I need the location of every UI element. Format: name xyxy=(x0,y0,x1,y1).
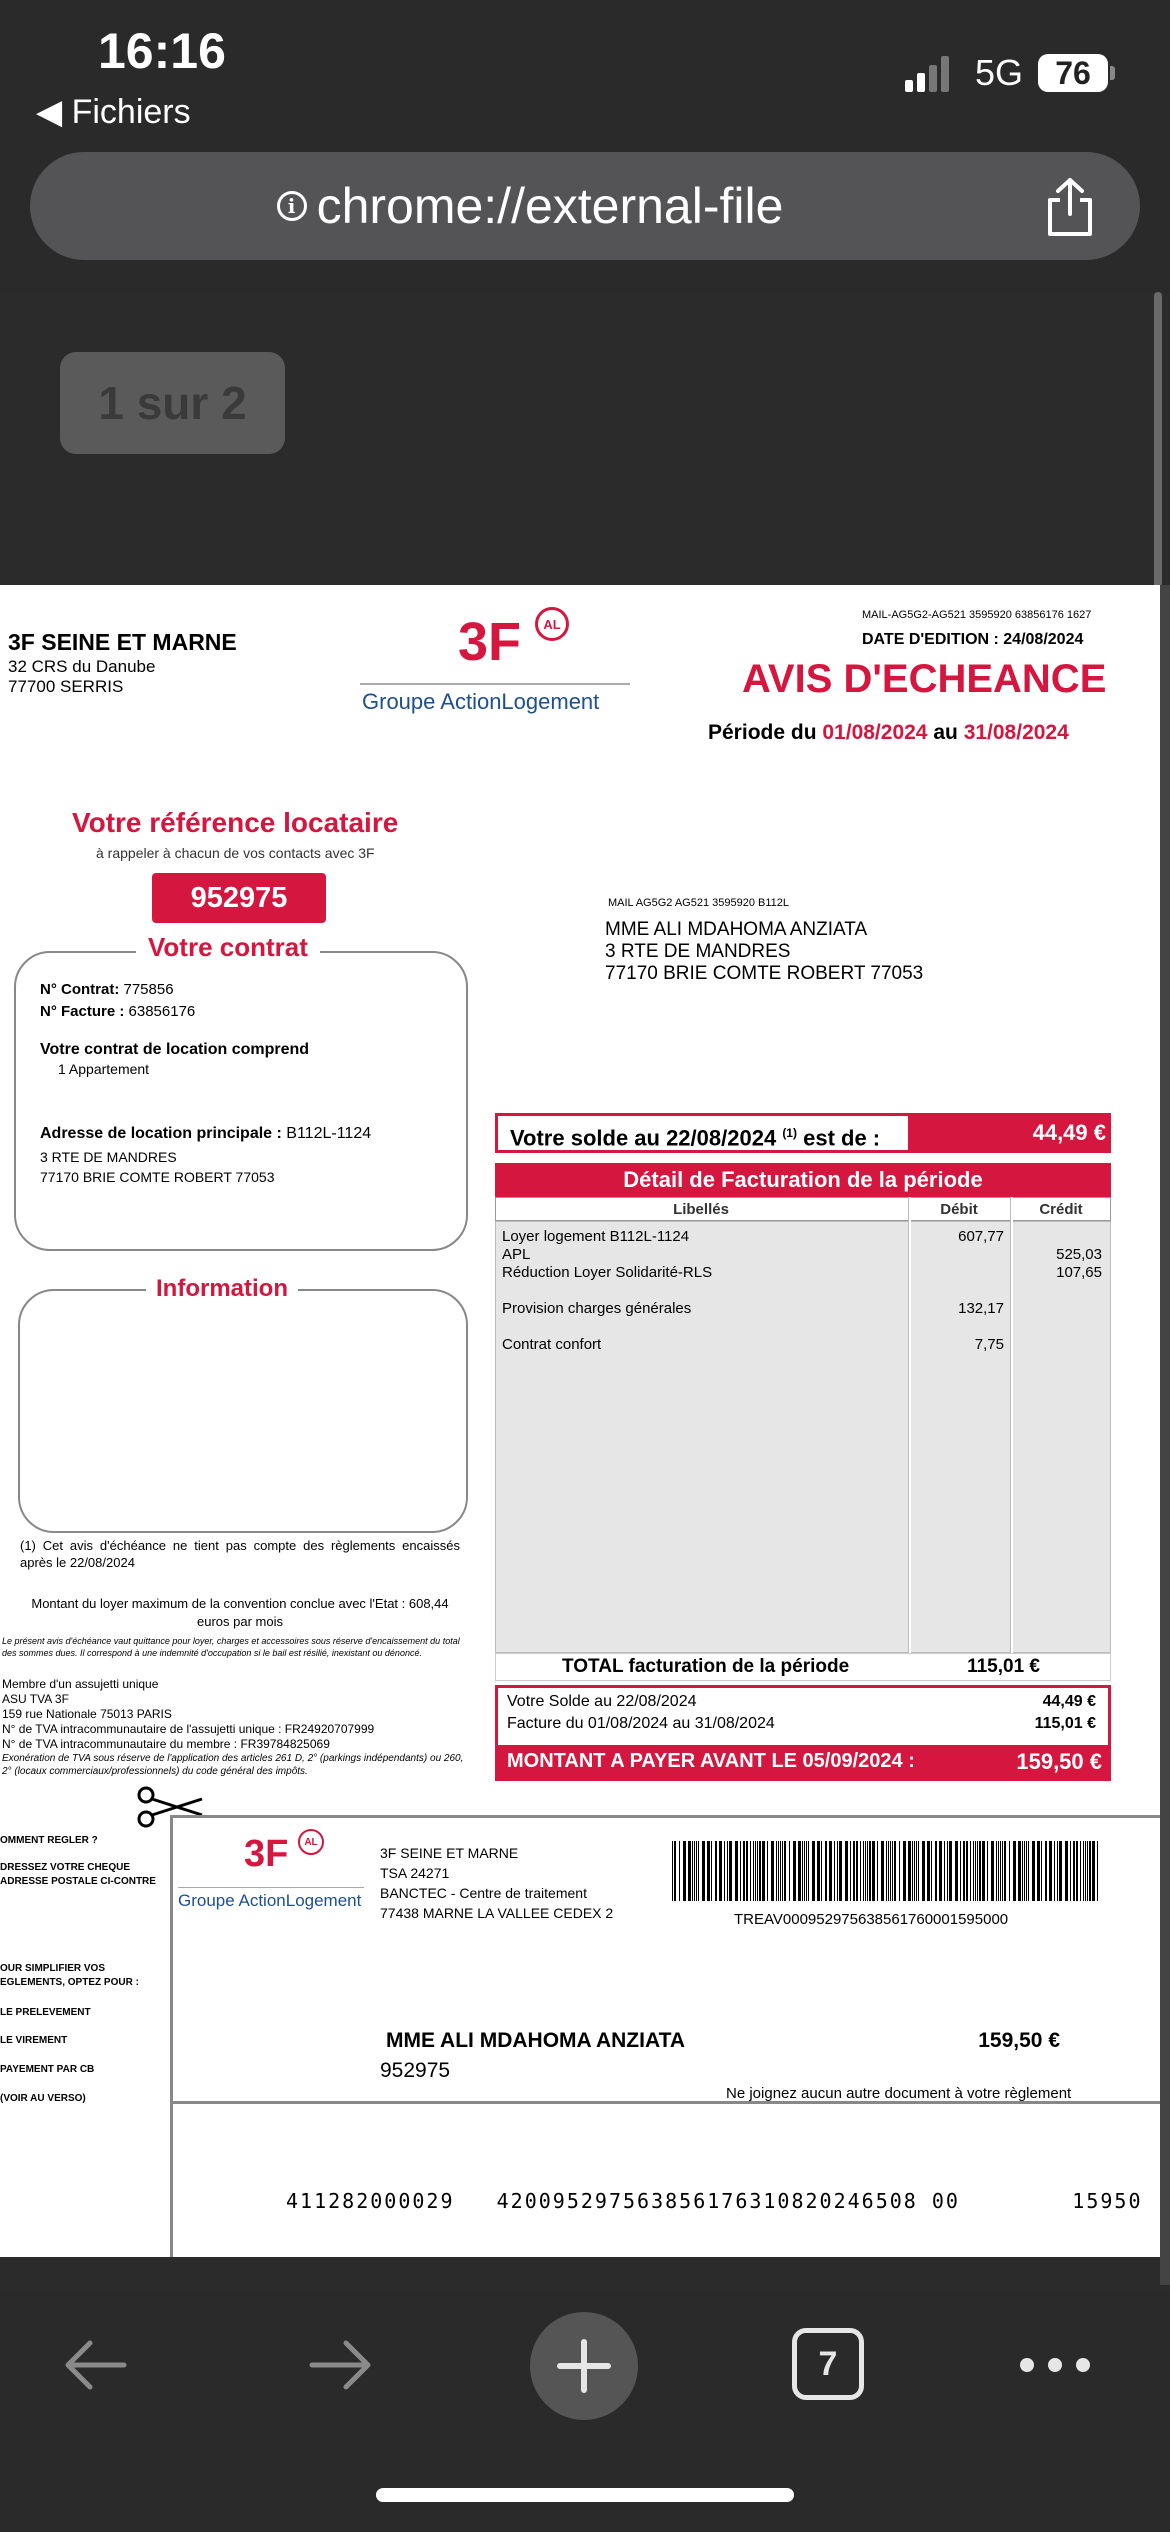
note-max-rent: Montant du loyer maximum de la convention conclue avec l'Etat : 608,44 euros par mois xyxy=(31,1596,449,1629)
barcode-bar xyxy=(724,1841,725,1901)
barcode-bar xyxy=(966,1841,968,1901)
barcode-bar xyxy=(845,1841,848,1901)
summary-balance-label: Votre Solde au 22/08/2024 xyxy=(507,1693,697,1710)
balance-label-suffix: est de : xyxy=(803,1125,881,1151)
barcode-bar xyxy=(947,1841,948,1901)
barcode-bar xyxy=(798,1841,801,1901)
row-label: Provision charges générales xyxy=(502,1300,692,1317)
row-label: Contrat confort xyxy=(502,1336,602,1353)
stub-how-to-pay: OMMENT REGLER ? xyxy=(0,1835,98,1846)
contract-number-label: N° Contrat: xyxy=(40,981,120,998)
balance-value: 44,49 € xyxy=(1032,1120,1106,1145)
barcode-bar xyxy=(782,1841,783,1901)
barcode-bar xyxy=(793,1841,796,1901)
row-debit: 132,17 xyxy=(958,1300,1004,1317)
barcode-bar xyxy=(912,1841,913,1901)
recipient-address-line1: 3 RTE DE MANDRES xyxy=(605,941,791,962)
barcode-bar xyxy=(715,1841,717,1901)
barcode-bar xyxy=(1080,1841,1081,1901)
stub-direct-debit: LE PRELEVEMENT xyxy=(0,2007,91,2018)
rental-address-label: Adresse de location principale : xyxy=(40,1125,282,1142)
barcode-bar xyxy=(922,1841,925,1901)
barcode-bar xyxy=(735,1841,738,1901)
barcode-bar xyxy=(1087,1841,1088,1901)
address-bar[interactable] xyxy=(30,152,1140,260)
document-title: AVIS D'ECHEANCE xyxy=(742,657,1107,701)
barcode-bar xyxy=(863,1841,864,1901)
summary-invoice-label: Facture du 01/08/2024 au 31/08/2024 xyxy=(507,1715,775,1732)
contract-title: Votre contrat xyxy=(136,932,320,963)
home-indicator[interactable] xyxy=(376,2488,794,2502)
barcode-bar xyxy=(757,1841,758,1901)
page-bottom-edge xyxy=(0,2257,1160,2285)
barcode-bar xyxy=(771,1841,774,1901)
barcode-bar xyxy=(808,1841,809,1901)
barcode-bar xyxy=(817,1841,820,1901)
sender-name: 3F SEINE ET MARNE xyxy=(8,629,237,655)
barcode-bar xyxy=(935,1841,937,1901)
barcode-bar xyxy=(996,1841,997,1901)
barcode-bar xyxy=(899,1841,900,1901)
barcode-bar xyxy=(778,1841,779,1901)
barcode-bar xyxy=(881,1841,884,1901)
barcode-bar xyxy=(944,1841,945,1901)
stub-address-line4: 77438 MARNE LA VALLEE CEDEX 2 xyxy=(380,1905,614,1921)
barcode-bar xyxy=(877,1841,878,1901)
barcode-bar xyxy=(1092,1841,1095,1901)
barcode-bar xyxy=(839,1841,842,1901)
stub-simplify-note: OUR SIMPLIFIER VOS xyxy=(0,1963,106,1974)
balance-label-text: Votre solde au 22/08/2024 xyxy=(510,1125,777,1151)
total-label: TOTAL facturation de la période xyxy=(562,1656,850,1677)
barcode-bar xyxy=(780,1841,781,1901)
barcode-bar xyxy=(825,1841,827,1901)
total-value: 115,01 € xyxy=(967,1656,1040,1677)
legal-membership: Membre d'un assujetti unique xyxy=(2,1677,159,1691)
barcode-bar xyxy=(750,1841,751,1901)
barcode-text: TREAV000952975638561760001595000 xyxy=(734,1911,1009,1928)
summary-balance-value: 44,49 € xyxy=(1042,1693,1096,1710)
barcode-bar xyxy=(711,1841,712,1901)
tenant-reference-subtitle: à rappeler à chacun de vos contacts avec 3F xyxy=(96,845,375,861)
barcode-bar xyxy=(674,1841,676,1901)
legal-vat-exemption: Exonération de TVA sous réserve de l'application des articles 261 D, 2° (parkings indépendants) ou 260, 2° (locaux commerciaux/professionnels) du code général des impôts. xyxy=(2,1753,464,1777)
stub-logo-group-name: Groupe ActionLogement xyxy=(178,1891,362,1910)
barcode-bar xyxy=(903,1841,906,1901)
logo-group-name: Groupe ActionLogement xyxy=(362,689,600,714)
logo-al-badge: AL xyxy=(535,607,569,641)
url-text: chrome://external-file xyxy=(316,178,784,234)
barcode-bar xyxy=(865,1841,866,1901)
recipient-mail-reference: MAIL AG5G2 AG521 3595920 B112L xyxy=(608,897,790,909)
barcode-bar xyxy=(908,1841,911,1901)
contract-number xyxy=(40,981,174,998)
barcode-bar xyxy=(1049,1841,1052,1901)
stub-note: Ne joignez aucun autre document à votre règlement xyxy=(726,2085,1072,2102)
barcode-bar xyxy=(894,1841,896,1901)
barcode-bar xyxy=(1026,1841,1027,1901)
arrow-right-icon xyxy=(306,2335,376,2395)
barcode-bar xyxy=(753,1841,754,1901)
new-tab-button[interactable] xyxy=(530,2312,638,2420)
rental-address xyxy=(40,1125,371,1143)
barcode-bar xyxy=(767,1841,768,1901)
barcode-bar xyxy=(1041,1841,1042,1901)
cut-line xyxy=(170,1815,1160,1818)
legal-quittance: Le présent avis d'échéance vaut quittance pour loyer, charges et accessoires sous réserve d'encaissement du total des sommes dues. Il correspond à une indemnité d'occupation si le bail est résilié, inexistant ou dénoncé. xyxy=(2,1636,460,1658)
barcode-bar xyxy=(987,1841,988,1901)
barcode-bar xyxy=(679,1841,680,1901)
more-menu-button[interactable] xyxy=(1000,2310,1110,2420)
col-header-credit: Crédit xyxy=(1039,1201,1083,1218)
barcode-bar xyxy=(931,1841,932,1901)
stub-card-payment: PAYEMENT PAR CB xyxy=(0,2064,95,2075)
barcode-bar xyxy=(1045,1841,1047,1901)
row-debit: 607,77 xyxy=(958,1228,1004,1245)
barcode-bar xyxy=(872,1841,875,1901)
information-title: Information xyxy=(146,1275,298,1303)
barcode-bar xyxy=(1018,1841,1021,1901)
invoice-number xyxy=(40,1003,195,1020)
stub-transfer: LE VIREMENT xyxy=(0,2035,68,2046)
legal-address: 159 rue Nationale 75013 PARIS xyxy=(2,1707,172,1721)
barcode-bar xyxy=(888,1841,889,1901)
barcode-bar xyxy=(1009,1841,1010,1901)
stub-reference: 952975 xyxy=(380,2059,451,2082)
battery-tip xyxy=(1110,66,1115,80)
barcode-bar xyxy=(743,1841,745,1901)
stub-logo-3f: 3F xyxy=(244,1833,289,1875)
invoice-number-value: 63856176 xyxy=(128,1003,196,1020)
barcode-bar xyxy=(672,1841,673,1901)
scrollbar[interactable] xyxy=(1154,292,1162,592)
logo-divider xyxy=(360,683,630,685)
stub-amount: 159,50 € xyxy=(978,2029,1060,2052)
mail-reference: MAIL-AG5G2-AG521 3595920 63856176 1627 xyxy=(862,609,1092,621)
tenant-reference-number: 952975 xyxy=(152,873,326,923)
barcode-bar xyxy=(776,1841,777,1901)
arrow-left-icon xyxy=(60,2335,130,2395)
barcode-bar xyxy=(916,1841,917,1901)
stub-logo-al-badge: AL xyxy=(298,1829,324,1855)
barcode-bar xyxy=(804,1841,805,1901)
plus-icon xyxy=(556,2338,612,2394)
barcode-bar xyxy=(746,1841,748,1901)
barcode-bar xyxy=(892,1841,893,1901)
tab-switcher-button[interactable]: 7 xyxy=(792,2328,864,2400)
col-header-labels: Libellés xyxy=(673,1201,729,1218)
barcode-bar xyxy=(719,1841,722,1901)
barcode-bar xyxy=(914,1841,915,1901)
barcode-bar xyxy=(829,1841,832,1901)
barcode-bar xyxy=(696,1841,697,1901)
barcode-bar xyxy=(918,1841,919,1901)
period-au: au xyxy=(933,721,958,744)
barcode-bar xyxy=(949,1841,952,1901)
signal-icon xyxy=(905,56,951,92)
rental-address-line1: 3 RTE DE MANDRES xyxy=(40,1149,177,1165)
logo-3f: 3F xyxy=(458,612,522,672)
barcode-bar xyxy=(850,1841,851,1901)
barcode-bar xyxy=(890,1841,891,1901)
barcode-bar xyxy=(1024,1841,1025,1901)
row-label: Loyer logement B112L-1124 xyxy=(502,1228,690,1245)
page-indicator: 1 sur 2 xyxy=(60,352,285,454)
barcode-bar xyxy=(1065,1841,1068,1901)
rental-address-line2: 77170 BRIE COMTE ROBERT 77053 xyxy=(40,1169,275,1185)
share-icon[interactable] xyxy=(1040,176,1100,238)
more-icon xyxy=(1015,2355,1095,2375)
stub-see-reverse: (VOIR AU VERSO) xyxy=(0,2093,86,2104)
row-debit: 7,75 xyxy=(974,1336,1004,1353)
barcode-bar xyxy=(1076,1841,1078,1901)
barcode-bar xyxy=(869,1841,871,1901)
barcode-bar xyxy=(1054,1841,1055,1901)
barcode-bar xyxy=(982,1841,985,1901)
amount-due-value: 159,50 € xyxy=(1016,1749,1102,1774)
note-payments: (1) Cet avis d'échéance ne tient pas compte des règlements encaissés après le 22/08/2024 xyxy=(20,1538,460,1570)
network-type: 5G xyxy=(975,52,1024,93)
barcode-bar xyxy=(975,1841,976,1901)
sender-address-line2: 77700 SERRIS xyxy=(8,677,124,696)
stub-cheque-instruction: DRESSEZ VOTRE CHEQUE xyxy=(0,1862,131,1873)
barcode-bar xyxy=(694,1841,695,1901)
barcode-bar xyxy=(1073,1841,1075,1901)
pdf-page xyxy=(0,585,1160,2285)
stub-choose-note: EGLEMENTS, OPTEZ POUR : xyxy=(0,1977,139,1988)
barcode-bar xyxy=(821,1841,822,1901)
barcode-bar xyxy=(729,1841,732,1901)
summary-invoice-value: 115,01 € xyxy=(1034,1715,1096,1732)
barcode-bar xyxy=(1097,1841,1098,1901)
row-credit: 107,65 xyxy=(1056,1264,1102,1281)
barcode-bar xyxy=(784,1841,786,1901)
barcode-bar xyxy=(1004,1841,1006,1901)
stub-address-line2: TSA 24271 xyxy=(380,1865,450,1881)
page-edge xyxy=(1160,585,1170,2285)
amount-due-label: MONTANT A PAYER AVANT LE 05/09/2024 : xyxy=(507,1750,915,1772)
row-label: APL xyxy=(502,1246,531,1263)
barcode-bar xyxy=(1083,1841,1084,1901)
rental-address-code: B112L-1124 xyxy=(286,1125,372,1142)
barcode-bar xyxy=(702,1841,705,1901)
barcode-bar xyxy=(1059,1841,1062,1901)
barcode-bar xyxy=(755,1841,756,1901)
contract-item: 1 Appartement xyxy=(58,1061,150,1077)
barcode-bar xyxy=(802,1841,803,1901)
legal-vat-unique: N° de TVA intracommunautaire de l'assujetti unique : FR24920707999 xyxy=(2,1722,375,1736)
barcode-bar xyxy=(1013,1841,1016,1901)
col-divider-1 xyxy=(908,1197,911,1653)
billing-detail-title: Détail de Facturation de la période xyxy=(495,1163,1111,1197)
recipient-address-line2: 77170 BRIE COMTE ROBERT 77053 xyxy=(605,963,924,984)
barcode-bar xyxy=(698,1841,699,1901)
row-credit: 525,03 xyxy=(1056,1246,1102,1263)
info-icon[interactable]: i xyxy=(277,191,307,221)
barcode-bar xyxy=(1085,1841,1086,1901)
ocr-line: 411282000029 420095297563856176310820246508 00 15950 xyxy=(286,2189,1143,2213)
legal-vat-member: N° de TVA intracommunautaire du membre : FR39784825069 xyxy=(2,1737,330,1751)
barcode-bar xyxy=(1000,1841,1001,1901)
balance-label xyxy=(498,1116,908,1150)
back-to-app-link[interactable]: ◀ Fichiers xyxy=(36,93,191,131)
barcode-bar xyxy=(789,1841,790,1901)
period-start: 01/08/2024 xyxy=(822,721,928,744)
url-display[interactable] xyxy=(30,152,1030,260)
forward-button[interactable] xyxy=(286,2310,396,2420)
barcode-bar xyxy=(1089,1841,1091,1901)
status-time: 16:16 xyxy=(98,23,226,79)
barcode-bar xyxy=(683,1841,686,1901)
period-label: Période du xyxy=(708,721,817,744)
barcode-bar xyxy=(707,1841,710,1901)
stub-recipient-name: MME ALI MDAHOMA ANZIATA xyxy=(386,2029,686,2052)
barcode-bar xyxy=(812,1841,815,1901)
barcode-bar xyxy=(762,1841,765,1901)
table-body xyxy=(495,1221,1111,1653)
barcode-bar xyxy=(1002,1841,1003,1901)
stub-address-line3: BANCTEC - Centre de traitement xyxy=(380,1885,587,1901)
battery-icon: 76 xyxy=(1038,54,1108,92)
barcode-bar xyxy=(759,1841,761,1901)
contract-number-value: 775856 xyxy=(123,981,174,998)
invoice-number-label: N° Facture : xyxy=(40,1003,125,1020)
barcode-bar xyxy=(1057,1841,1058,1901)
back-button[interactable] xyxy=(40,2310,150,2420)
barcode-bar xyxy=(1032,1841,1035,1901)
recipient-name: MME ALI MDAHOMA ANZIATA xyxy=(605,919,868,940)
billing-period xyxy=(708,721,1069,745)
barcode-bar xyxy=(927,1841,930,1901)
barcode-bar xyxy=(973,1841,974,1901)
barcode-bar xyxy=(963,1841,965,1901)
barcode xyxy=(672,1841,1104,1901)
barcode-bar xyxy=(688,1841,691,1901)
barcode-bar xyxy=(853,1841,855,1901)
barcode-bar xyxy=(856,1841,858,1901)
stub-address-line1: 3F SEINE ET MARNE xyxy=(380,1845,519,1861)
col-header-debit: Débit xyxy=(940,1201,978,1218)
barcode-bar xyxy=(740,1841,741,1901)
barcode-bar xyxy=(939,1841,942,1901)
barcode-bar xyxy=(806,1841,807,1901)
tenant-reference-title: Votre référence locataire xyxy=(72,807,399,838)
edition-date: DATE D'EDITION : 24/08/2024 xyxy=(862,631,1084,648)
barcode-bar xyxy=(860,1841,861,1901)
balance-footnote-mark: (1) xyxy=(782,1126,797,1140)
barcode-bar xyxy=(955,1841,958,1901)
barcode-bar xyxy=(977,1841,978,1901)
barcode-bar xyxy=(970,1841,971,1901)
stub-divider xyxy=(170,1815,173,2285)
period-end: 31/08/2024 xyxy=(963,721,1069,744)
barcode-bar xyxy=(867,1841,868,1901)
barcode-bar xyxy=(837,1841,838,1901)
barcode-bar xyxy=(727,1841,728,1901)
contract-includes: Votre contrat de location comprend xyxy=(40,1041,310,1058)
information-box xyxy=(18,1289,468,1533)
barcode-bar xyxy=(979,1841,981,1901)
barcode-bar xyxy=(1028,1841,1029,1901)
barcode-bar xyxy=(998,1841,999,1901)
barcode-bar xyxy=(1070,1841,1071,1901)
barcode-bar xyxy=(692,1841,693,1901)
barcode-bar xyxy=(834,1841,835,1901)
stub-logo-divider xyxy=(178,1887,364,1888)
sender-address-line1: 32 CRS du Danube xyxy=(8,657,156,676)
barcode-bar xyxy=(1037,1841,1040,1901)
barcode-bar xyxy=(886,1841,887,1901)
row-label: Réduction Loyer Solidarité-RLS xyxy=(502,1264,713,1281)
barcode-bar xyxy=(991,1841,994,1901)
barcode-bar xyxy=(960,1841,961,1901)
barcode-bar xyxy=(1022,1841,1023,1901)
stub-postal-address-note: ADRESSE POSTALE CI-CONTRE xyxy=(0,1876,156,1887)
legal-asu: ASU TVA 3F xyxy=(2,1692,69,1706)
